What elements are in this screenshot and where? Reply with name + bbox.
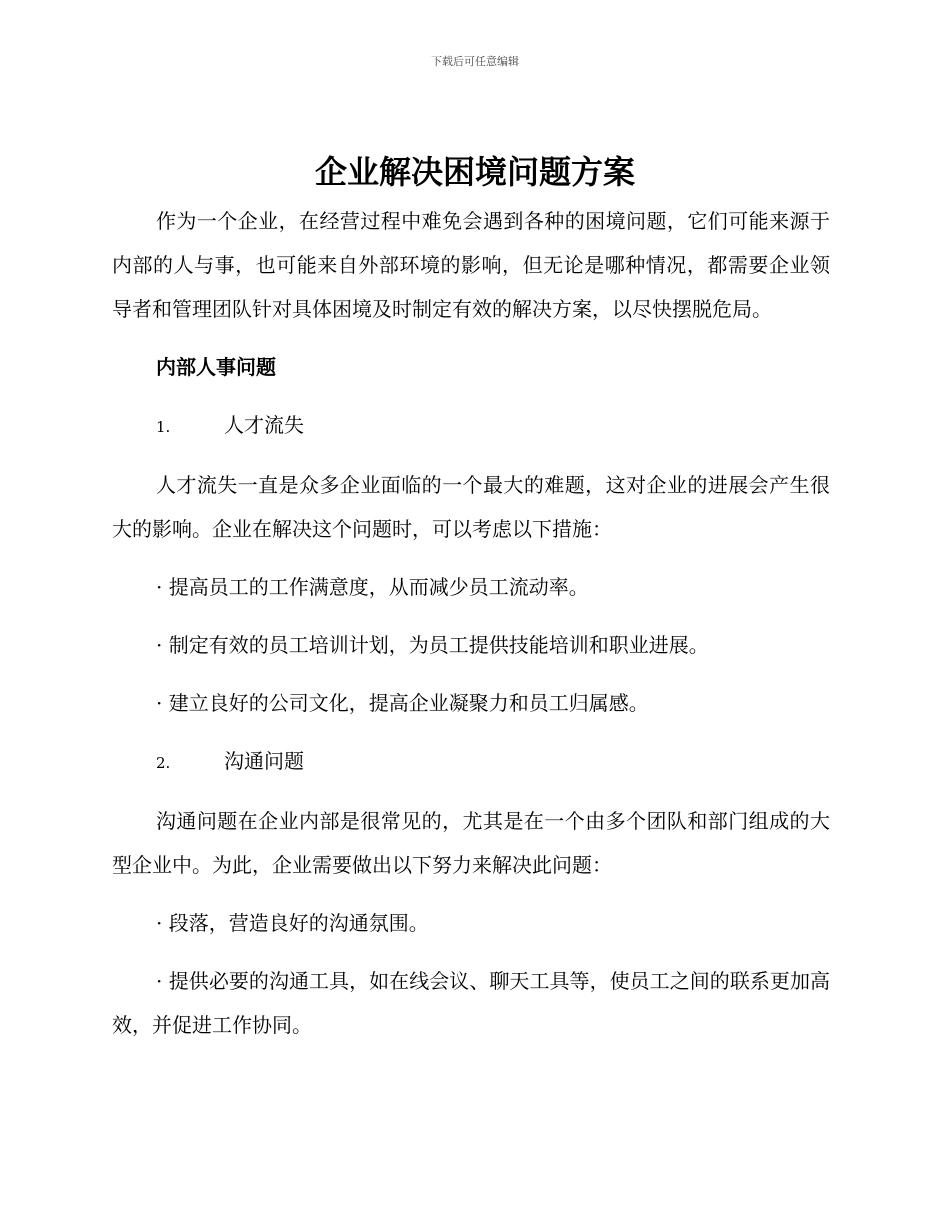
bullet-item: · 提高员工的工作满意度，从而减少员工流动率。 [156,575,589,599]
bullet-item: · 建立良好的公司文化，提高企业凝聚力和员工归属感。 [156,691,649,715]
bullet-item: · 段落，营造良好的沟通氛围。 [156,911,429,935]
item-number: 2. [156,754,171,772]
bullet-item: · 制定有效的员工培训计划，为员工提供技能培训和职业进展。 [156,633,709,657]
document-body [112,199,830,1047]
communication-paragraph: 沟通问题在企业内部是很常见的，尤其是在一个由多个团队和部门组成的大型企业中。为此，企业需要做出以下努力来解决此问题： [112,809,830,877]
numbered-item-communication [112,739,830,785]
item-title: 人才流失 [224,413,304,437]
bullet-item: · 提供必要的沟通工具，如在线会议、聊天工具等，使员工之间的联系更加高效，并促进工作协同。 [112,969,830,1037]
item-title: 沟通问题 [224,749,304,773]
header-note: 下载后可任意编辑 [431,55,519,68]
numbered-item-talent-loss [112,403,830,449]
intro-paragraph: 作为一个企业，在经营过程中难免会遇到各种的困境问题，它们可能来源于内部的人与事，也可能来自外部环境的影响，但无论是哪种情况，都需要企业领导者和管理团队针对具体困境及时制定有效的解决方案，以尽快摆脱危局。 [112,209,830,321]
document-title: 企业解决困境问题方案 [314,153,635,191]
section-heading-internal-hr: 内部人事问题 [156,355,276,379]
talent-loss-paragraph: 人才流失一直是众多企业面临的一个最大的难题，这对企业的进展会产生很大的影响。企业在解决这个问题时，可以考虑以下措施： [112,473,830,541]
item-number: 1. [156,418,171,436]
